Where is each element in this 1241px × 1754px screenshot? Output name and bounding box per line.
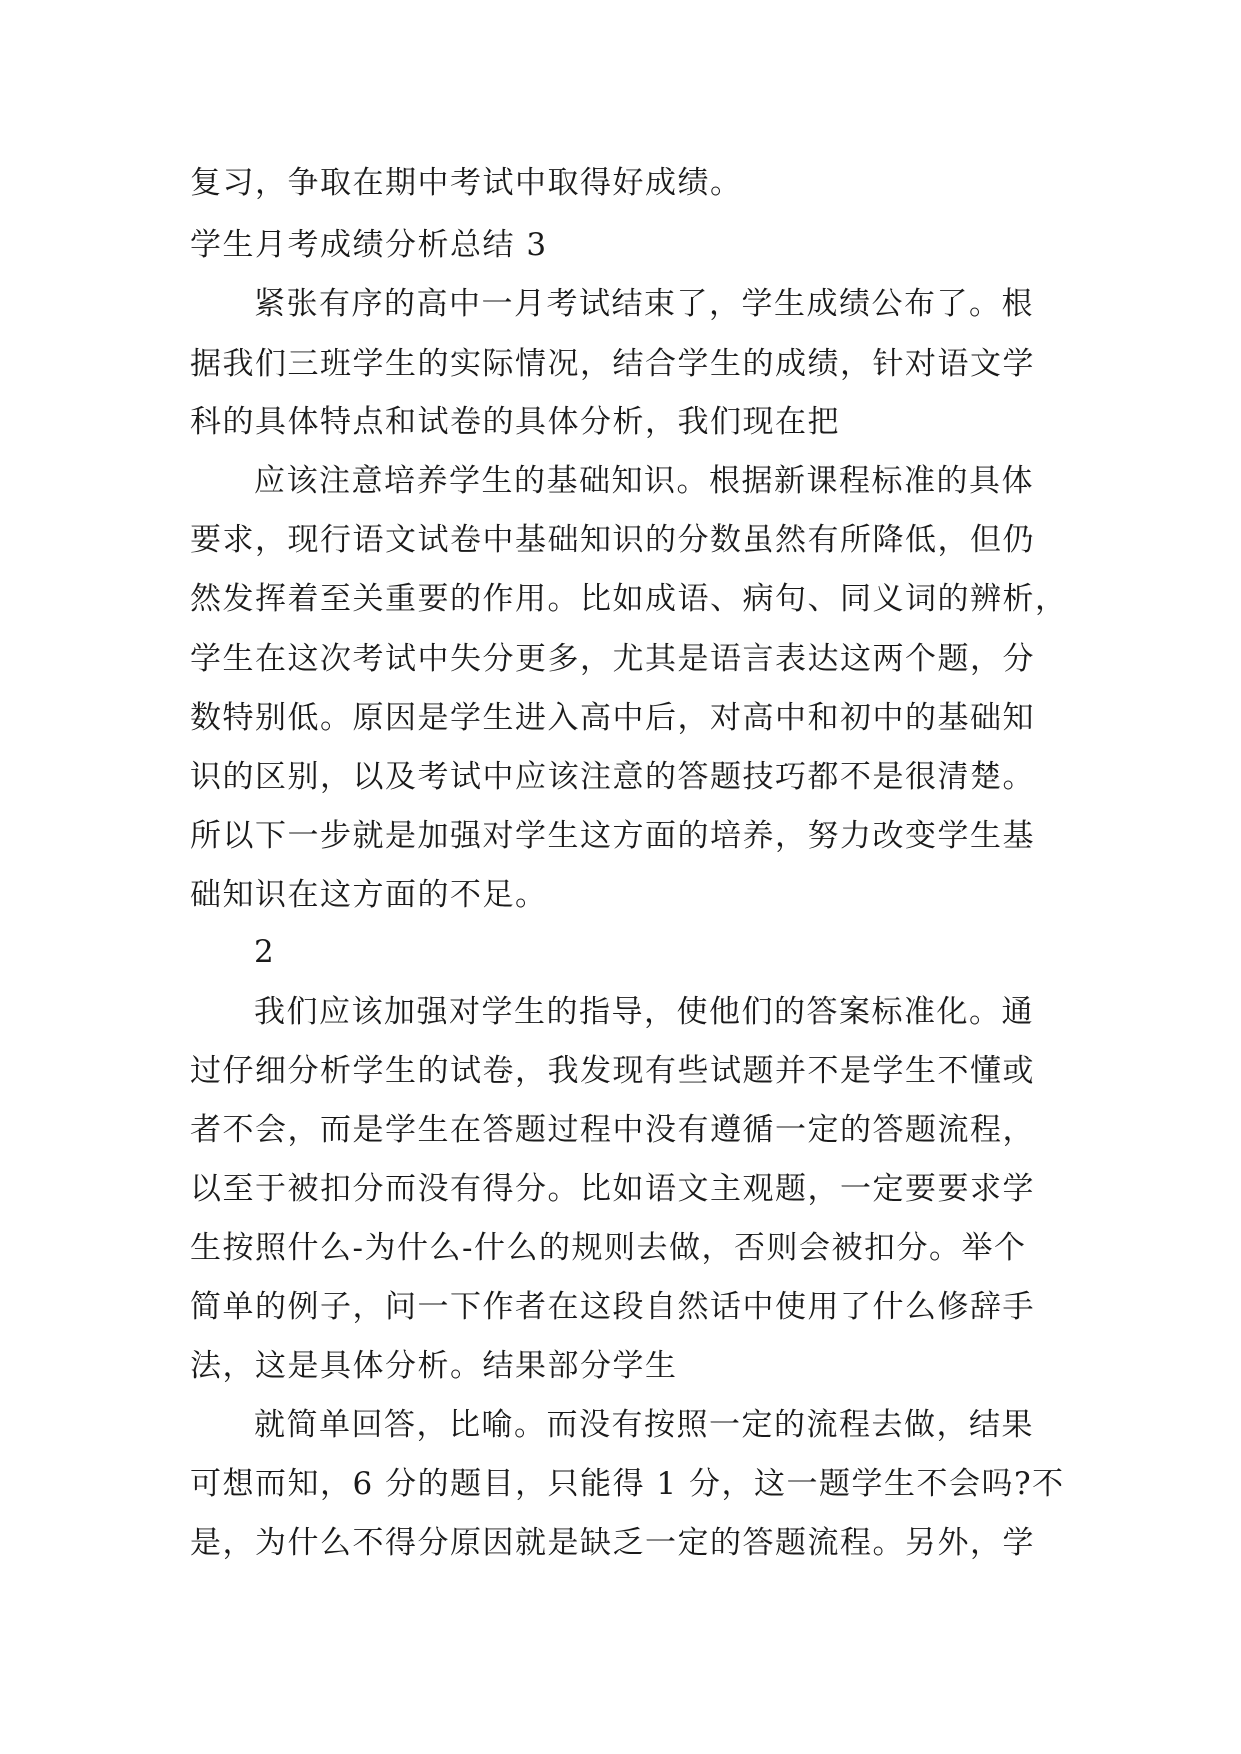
paragraph-line: 法，这是具体分析。结果部分学生 xyxy=(190,1348,678,1384)
paragraph-line: 我们应该加强对学生的指导，使他们的答案标准化。通 xyxy=(254,994,1034,1030)
paragraph-line: 应该注意培养学生的基础知识。根据新课程标准的具体 xyxy=(254,463,1034,499)
paragraph-line: 要求，现行语文试卷中基础知识的分数虽然有所降低，但仍 xyxy=(190,522,1035,558)
paragraph-line: 者不会，而是学生在答题过程中没有遵循一定的答题流程， xyxy=(190,1112,1035,1148)
paragraph-line: 学生在这次考试中失分更多，尤其是语言表达这两个题，分 xyxy=(190,641,1035,677)
paragraph-line: 紧张有序的高中一月考试结束了，学生成绩公布了。根 xyxy=(254,286,1034,322)
section-heading: 学生月考成绩分析总结 3 xyxy=(190,227,548,263)
paragraph-line: 生按照什么-为什么-什么的规则去做，否则会被扣分。举个 xyxy=(190,1230,1027,1266)
paragraph-line: 以至于被扣分而没有得分。比如语文主观题，一定要要求学 xyxy=(190,1171,1035,1207)
paragraph-line: 据我们三班学生的实际情况，结合学生的成绩，针对语文学 xyxy=(190,346,1035,382)
paragraph-line: 然发挥着至关重要的作用。比如成语、病句、同义词的辨析， xyxy=(190,581,1068,617)
paragraph-line: 过仔细分析学生的试卷，我发现有些试题并不是学生不懂或 xyxy=(190,1053,1035,1089)
paragraph-line: 所以下一步就是加强对学生这方面的培养，努力改变学生基 xyxy=(190,818,1035,854)
paragraph-line: 数特别低。原因是学生进入高中后，对高中和初中的基础知 xyxy=(190,700,1035,736)
paragraph-line: 就简单回答，比喻。而没有按照一定的流程去做，结果 xyxy=(254,1407,1034,1443)
paragraph-line: 识的区别，以及考试中应该注意的答题技巧都不是很清楚。 xyxy=(190,759,1035,795)
paragraph-line: 简单的例子，问一下作者在这段自然话中使用了什么修辞手 xyxy=(190,1289,1035,1325)
paragraph-line: 可想而知，6 分的题目，只能得 1 分，这一题学生不会吗?不 xyxy=(190,1466,1065,1502)
section-number: 2 xyxy=(254,934,276,970)
paragraph-line: 复习，争取在期中考试中取得好成绩。 xyxy=(190,165,743,201)
paragraph-line: 础知识在这方面的不足。 xyxy=(190,877,548,913)
paragraph-line: 是，为什么不得分原因就是缺乏一定的答题流程。另外，学 xyxy=(190,1525,1035,1561)
paragraph-line: 科的具体特点和试卷的具体分析，我们现在把 xyxy=(190,404,840,440)
